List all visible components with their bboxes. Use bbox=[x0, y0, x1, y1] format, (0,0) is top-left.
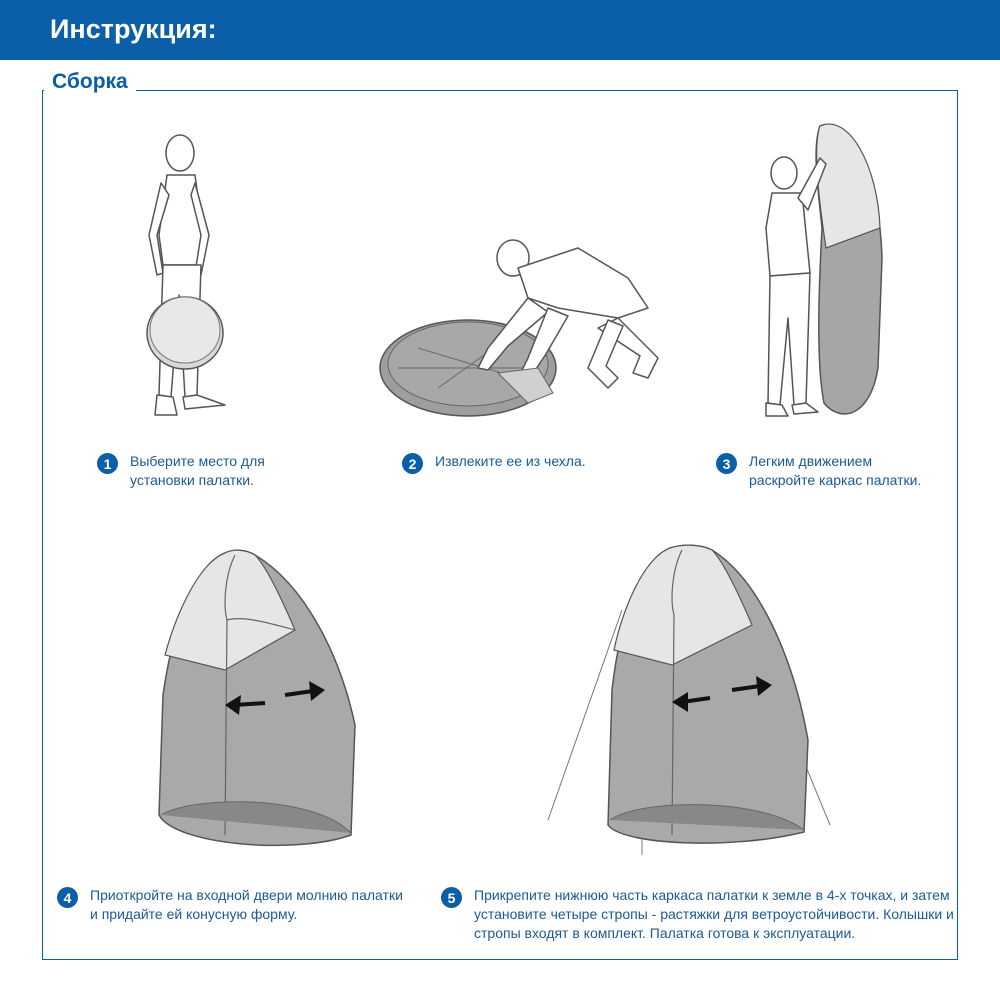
step-2-line-1: Извлеките ее из чехла. bbox=[435, 453, 586, 469]
step-number-2: 2 bbox=[402, 453, 423, 474]
step-3 bbox=[716, 452, 921, 490]
step-5 bbox=[441, 886, 954, 943]
illustration-man-unpacking bbox=[378, 228, 668, 423]
step-1-line-2: установки палатки. bbox=[130, 472, 254, 488]
step-5-text bbox=[474, 886, 954, 943]
step-number-1: 1 bbox=[97, 453, 118, 474]
header-title: Инструкция: bbox=[50, 14, 217, 44]
step-5-line-2: установите четыре стропы - растяжки для ветроустойчивости. Колышки и bbox=[474, 906, 954, 922]
step-4-line-1: Приоткройте на входной двери молнию палатки bbox=[90, 887, 403, 903]
step-3-text bbox=[749, 452, 921, 490]
step-number-3: 3 bbox=[716, 453, 737, 474]
step-number-5: 5 bbox=[441, 887, 462, 908]
illustration-man-opening-tent bbox=[760, 118, 900, 428]
step-1-line-1: Выберите место для bbox=[130, 453, 265, 469]
header-bar bbox=[0, 0, 1000, 60]
step-4-line-2: и придайте ей конусную форму. bbox=[90, 906, 298, 922]
step-4-text bbox=[90, 886, 403, 924]
step-4 bbox=[57, 886, 403, 924]
step-5-line-1: Прикрепите нижнюю часть каркаса палатки к земле в 4-х точках, и затем bbox=[474, 887, 950, 903]
step-5-line-3: стропы входят в комплект. Палатка готова к эксплуатации. bbox=[474, 925, 856, 941]
illustration-tent-zipper bbox=[155, 545, 370, 860]
step-1-text bbox=[130, 452, 265, 490]
step-3-line-1: Легким движением bbox=[749, 453, 873, 469]
step-3-line-2: раскройте каркас палатки. bbox=[749, 472, 922, 488]
step-2-text bbox=[435, 452, 586, 471]
illustration-man-holding-case bbox=[135, 125, 245, 425]
step-1 bbox=[97, 452, 265, 490]
illustration-tent-guy-lines bbox=[542, 540, 832, 860]
step-number-4: 4 bbox=[57, 887, 78, 908]
step-2 bbox=[402, 452, 586, 474]
section-title: Сборка bbox=[44, 70, 136, 94]
